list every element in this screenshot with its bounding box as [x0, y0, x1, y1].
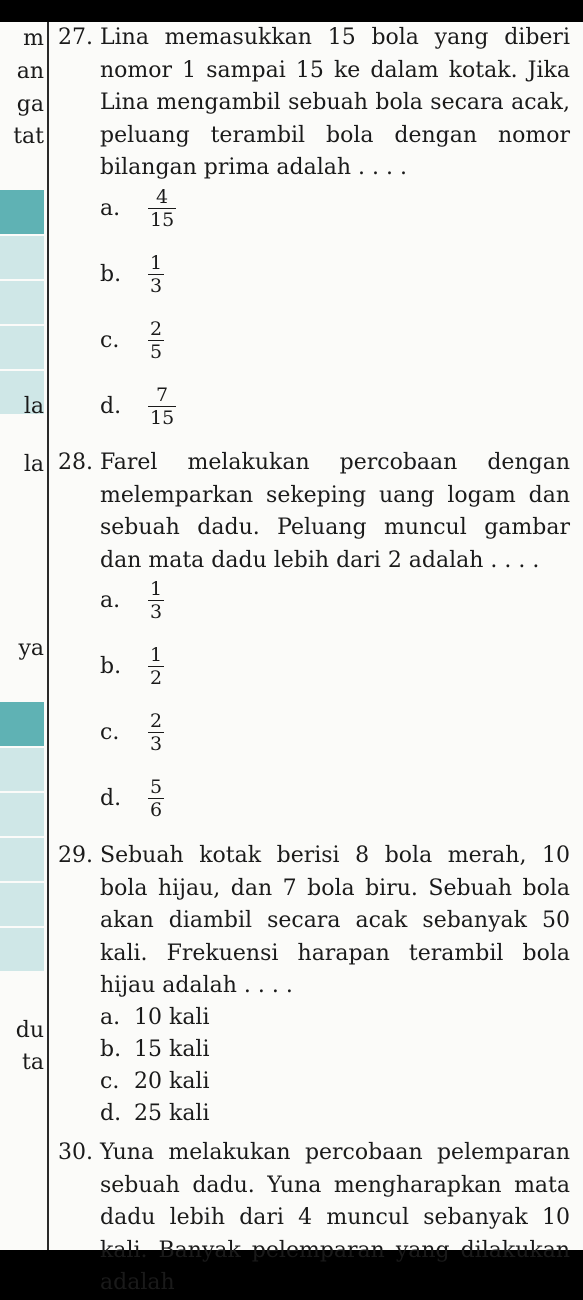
option-27b[interactable] [100, 252, 164, 297]
question-text: Lina memasukkan 15 bola yang diberi nomor 1 sampai 15 ke dalam kotak. Jika Lina mengambil sebuah bola secara acak, peluang terambil bola dengan nomor bilangan prima adalah . . . . [100, 25, 570, 180]
numerator: 4 [156, 186, 169, 208]
question-text: Sebuah kotak berisi 8 bola merah, 10 bola hijau, dan 7 bola biru. Sebuah bola akan diambil secara acak sebanyak 50 kali. Frekuensi harapan terambil bola hijau adalah . . . . [100, 843, 570, 998]
option-28d[interactable] [100, 776, 164, 821]
option-letter: b. [100, 1036, 122, 1062]
option-letter: a. [100, 1004, 121, 1030]
denominator: 15 [150, 209, 175, 231]
option-value: 20 kali [134, 1068, 210, 1094]
option-29c[interactable] [100, 1065, 210, 1097]
fraction [148, 384, 176, 429]
left-fragment: ga [16, 92, 44, 117]
fraction [148, 578, 164, 623]
left-fragment: du [15, 1018, 44, 1043]
numerator: 2 [150, 710, 163, 732]
question-28 [58, 447, 570, 577]
left-fragment: tat [13, 124, 44, 149]
denominator: 5 [150, 341, 163, 363]
question-number: 30. [58, 1140, 93, 1165]
left-fragment: ta [22, 1050, 44, 1075]
left-fragment: an [16, 59, 44, 84]
fraction [148, 644, 164, 689]
question-29 [58, 840, 570, 1003]
denominator: 6 [150, 799, 163, 821]
option-letter: d. [100, 1100, 122, 1126]
option-28a[interactable] [100, 578, 164, 623]
denominator: 3 [150, 733, 163, 755]
left-table-bottom [0, 702, 44, 971]
option-letter: a. [100, 196, 121, 221]
option-29d[interactable] [100, 1097, 210, 1129]
textbook-page [0, 22, 583, 1295]
question-27 [58, 22, 570, 185]
option-letter: c. [100, 328, 120, 353]
option-letter: b. [100, 262, 122, 287]
option-28b[interactable] [100, 644, 164, 689]
option-letter: b. [100, 654, 122, 679]
option-29a[interactable] [100, 1001, 210, 1033]
option-letter: d. [100, 786, 122, 811]
question-text: Yuna melakukan percobaan pelemparan sebuah dadu. Yuna mengharapkan mata dadu lebih dari 4 muncul sebanyak 10 kali. Banyak pelemparan yang dilakukan adalah [100, 1140, 570, 1295]
left-fragment: la [23, 394, 44, 419]
denominator: 3 [150, 275, 163, 297]
left-fragment: la [23, 452, 44, 477]
question-number: 28. [58, 450, 93, 475]
fraction [148, 252, 164, 297]
fraction [148, 776, 164, 821]
fraction [148, 318, 164, 363]
numerator: 1 [150, 252, 163, 274]
column-divider [47, 22, 49, 1250]
numerator: 1 [150, 644, 163, 666]
option-27d[interactable] [100, 384, 176, 429]
option-27a[interactable] [100, 186, 176, 231]
question-30 [58, 1137, 570, 1300]
question-number: 27. [58, 25, 93, 50]
denominator: 2 [150, 667, 163, 689]
left-column-cropped [0, 22, 44, 1250]
question-text: Farel melakukan percobaan dengan melemparkan sekeping uang logam dan sebuah dadu. Peluang muncul gambar dan mata dadu lebih dari 2 adalah . . . . [100, 450, 570, 573]
option-28c[interactable] [100, 710, 164, 755]
numerator: 7 [156, 384, 169, 406]
option-letter: a. [100, 588, 121, 613]
fraction [148, 710, 164, 755]
option-value: 25 kali [134, 1100, 210, 1126]
option-27c[interactable] [100, 318, 164, 363]
denominator: 3 [150, 601, 163, 623]
question-number: 29. [58, 843, 93, 868]
numerator: 1 [150, 578, 163, 600]
fraction [148, 186, 176, 231]
option-29b[interactable] [100, 1033, 210, 1065]
numerator: 5 [150, 776, 163, 798]
option-value: 10 kali [134, 1004, 210, 1030]
option-letter: c. [100, 720, 120, 745]
option-letter: c. [100, 1068, 120, 1094]
option-value: 15 kali [134, 1036, 210, 1062]
numerator: 2 [150, 318, 163, 340]
left-table-top [0, 190, 44, 414]
left-fragment: ya [18, 636, 44, 661]
left-fragment: m [23, 26, 44, 51]
option-letter: d. [100, 394, 122, 419]
denominator: 15 [150, 407, 175, 429]
